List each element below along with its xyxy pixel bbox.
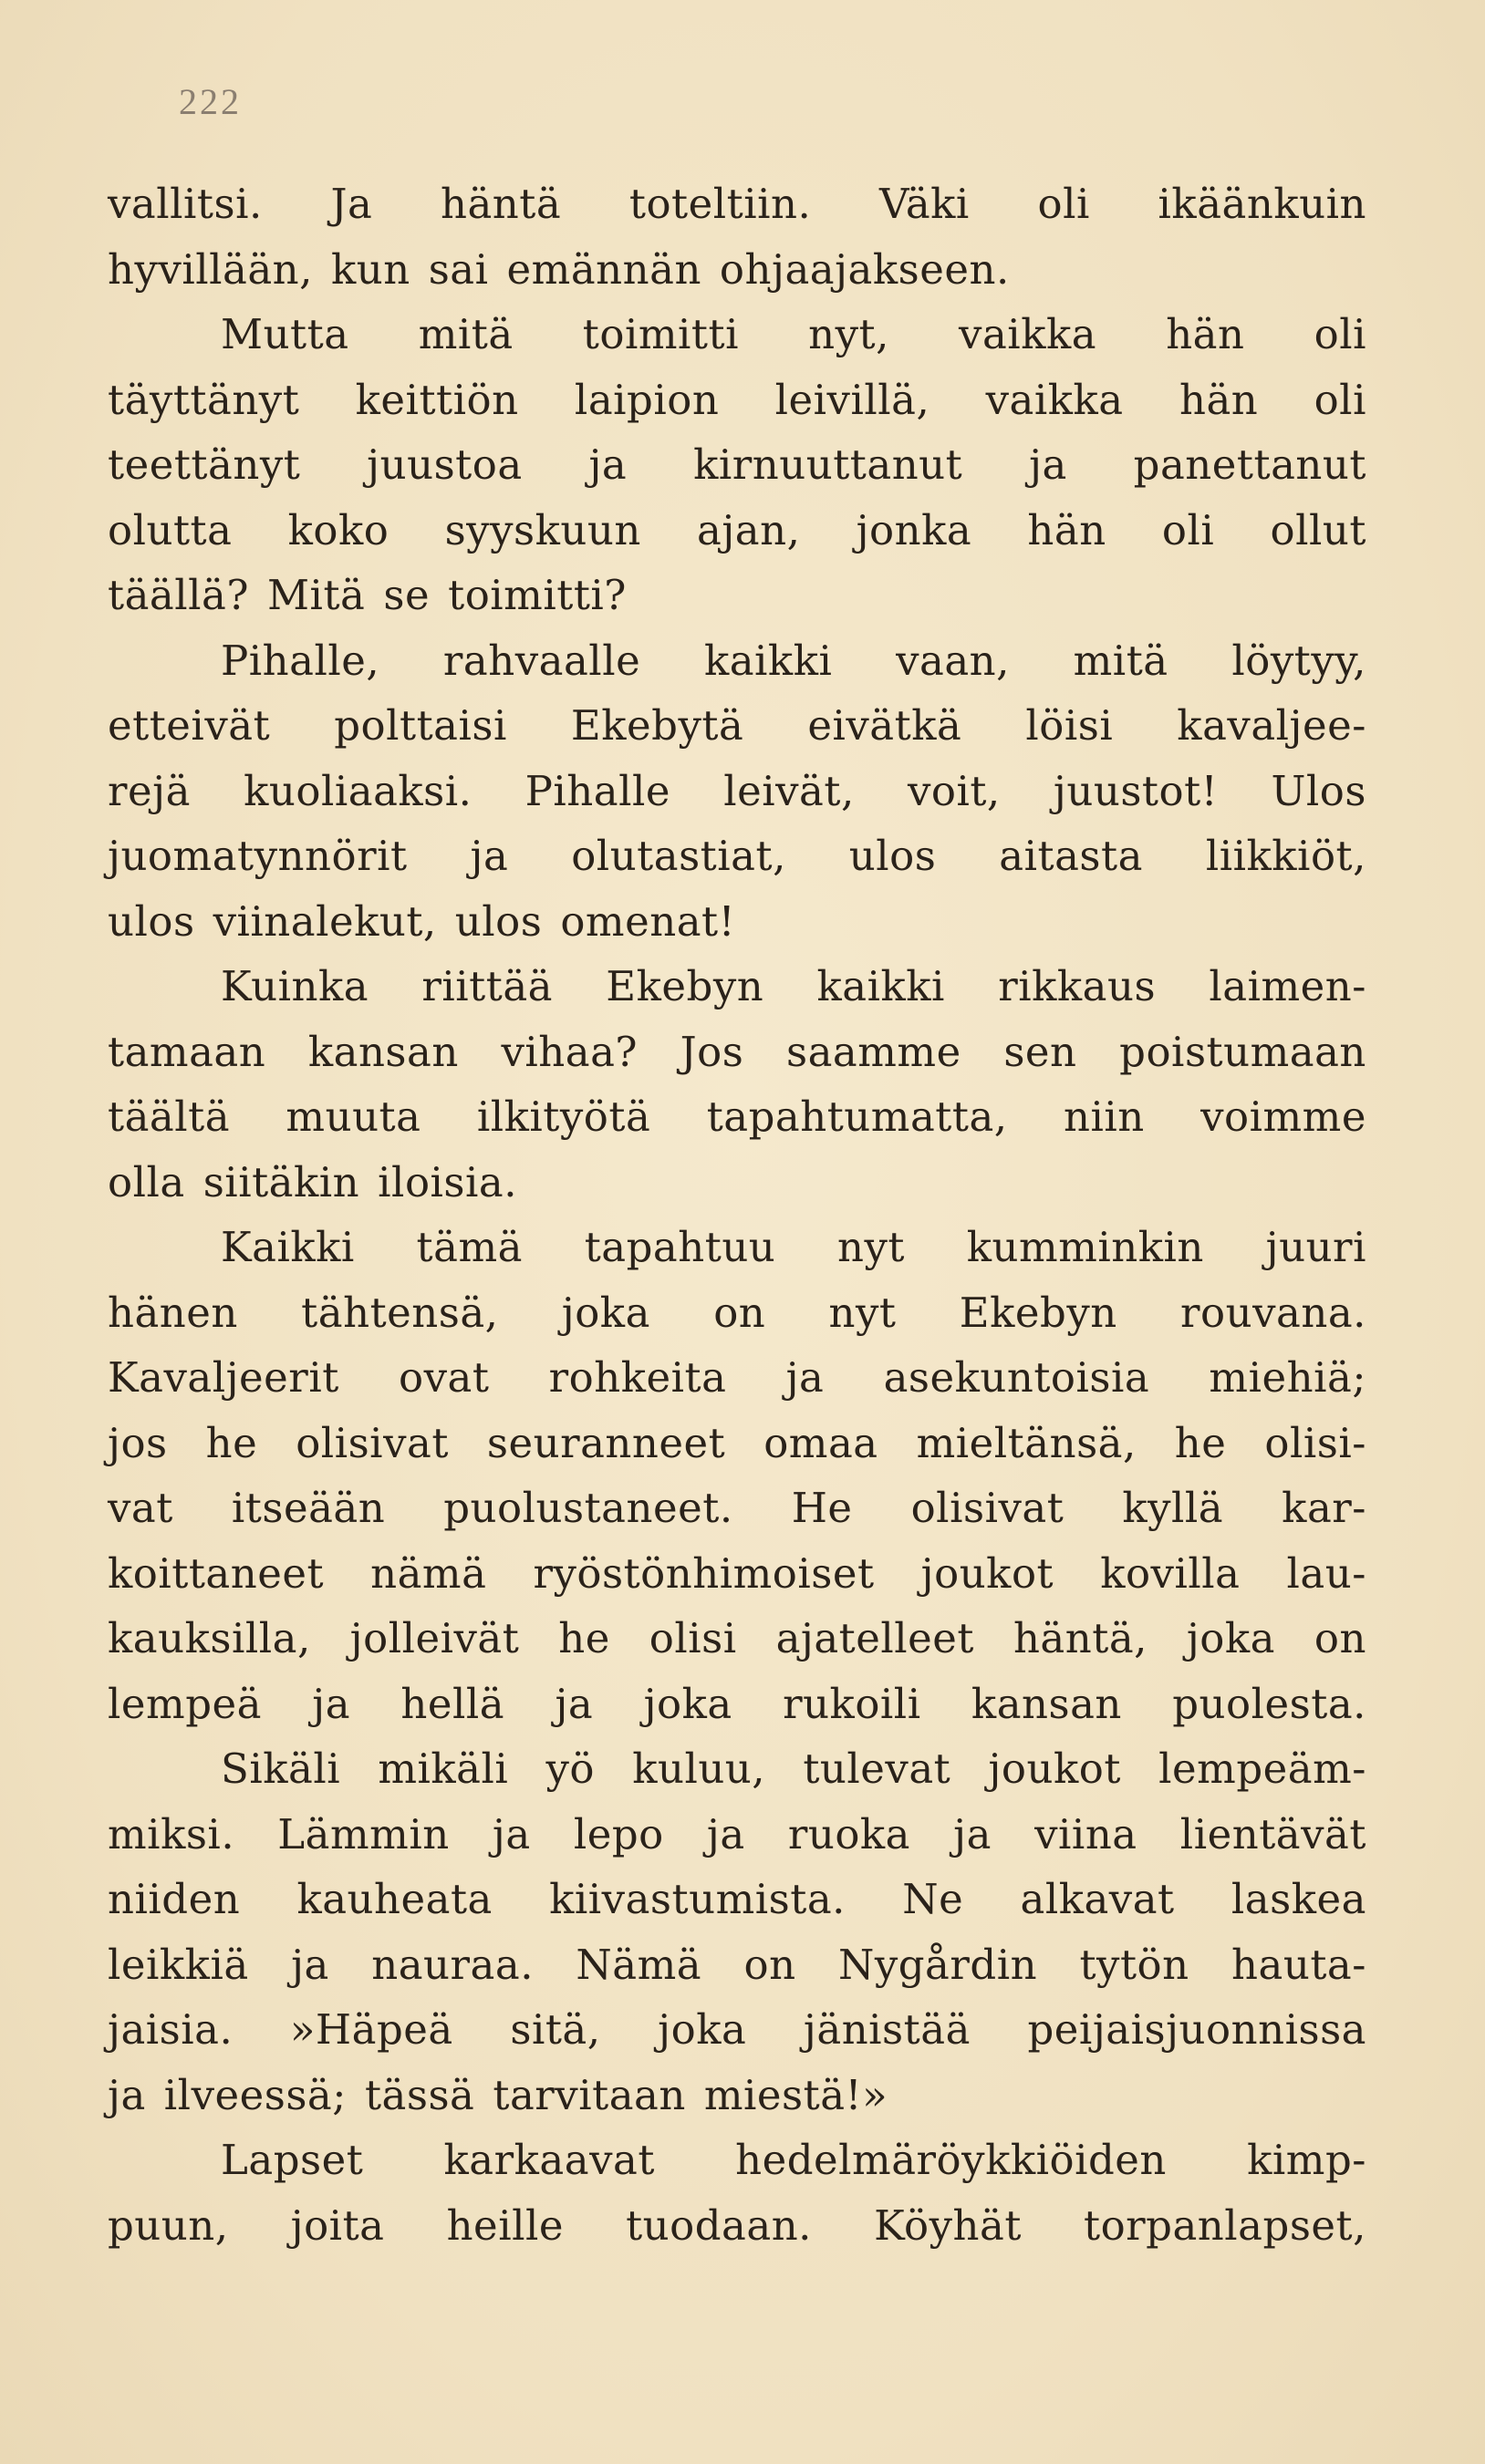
word: Väki xyxy=(878,180,970,228)
word: on xyxy=(1314,1614,1366,1662)
text-line xyxy=(108,237,1366,303)
word: ollut xyxy=(1270,505,1366,554)
word: »Häpeä xyxy=(289,2005,453,2054)
text-line xyxy=(108,1084,1366,1150)
word: toteltiin. xyxy=(628,180,812,228)
word: lepo xyxy=(573,1809,664,1858)
word: puolustaneet. xyxy=(443,1484,733,1532)
word: leivillä, xyxy=(774,375,930,424)
word: joukot xyxy=(920,1548,1054,1598)
word: tulevat xyxy=(803,1744,951,1793)
word: olisi- xyxy=(1264,1418,1366,1467)
word: vaan, xyxy=(896,636,1010,685)
word: tytön xyxy=(1079,1940,1189,1989)
word: asekuntoisia xyxy=(883,1353,1150,1402)
word: viina xyxy=(1034,1809,1137,1858)
word: vat xyxy=(108,1484,173,1532)
word: hän xyxy=(1179,375,1259,424)
word: polttaisi xyxy=(334,701,507,750)
word: kovilla xyxy=(1100,1548,1241,1598)
word: syyskuun xyxy=(444,505,641,554)
word: olutta xyxy=(108,505,233,554)
word: rohkeita xyxy=(548,1353,727,1402)
word: sai xyxy=(428,244,489,294)
word: laimen- xyxy=(1209,962,1366,1010)
word: viinalekut, xyxy=(213,896,437,946)
word: niiden xyxy=(108,1875,241,1923)
word: jänistää xyxy=(803,2005,971,2054)
word: omaa xyxy=(763,1418,878,1467)
word: poistumaan xyxy=(1119,1027,1366,1076)
word: tässä xyxy=(364,2070,475,2119)
word: kansan xyxy=(971,1679,1122,1728)
word: ja xyxy=(555,1679,594,1728)
word: joka xyxy=(561,1288,650,1337)
text-line xyxy=(108,1150,1366,1216)
word: olisivat xyxy=(296,1418,449,1467)
word: laipion xyxy=(574,375,720,424)
word: joka xyxy=(1186,1614,1276,1662)
word: ovat xyxy=(398,1353,490,1402)
word: hän xyxy=(1027,505,1106,554)
word: olisi xyxy=(649,1614,737,1662)
word: tähtensä, xyxy=(301,1288,499,1337)
word: vihaa? xyxy=(501,1027,639,1076)
word: ruoka xyxy=(787,1809,911,1858)
word: he xyxy=(558,1614,610,1662)
text-line xyxy=(108,1997,1366,2063)
word: muuta xyxy=(286,1092,421,1141)
word: ryöstönhimoiset xyxy=(533,1548,875,1598)
word: Lapset xyxy=(221,2136,364,2184)
word: ja xyxy=(108,2070,146,2119)
word: olisivat xyxy=(910,1484,1064,1532)
word: jos xyxy=(108,1418,168,1467)
text-line xyxy=(108,823,1366,889)
text-line xyxy=(108,563,1366,628)
text-line xyxy=(108,628,1366,694)
word: tapahtuu xyxy=(584,1223,776,1271)
word: Kuinka xyxy=(221,962,369,1010)
word: hänen xyxy=(108,1288,238,1337)
word: Pihalle, xyxy=(221,636,380,685)
word: sitä, xyxy=(510,2005,601,2054)
text-line xyxy=(108,1802,1366,1868)
word: lau- xyxy=(1286,1548,1366,1598)
word: tapahtumatta, xyxy=(706,1092,1008,1141)
word: vaikka xyxy=(985,375,1124,424)
word: yö xyxy=(545,1744,595,1793)
word: on xyxy=(713,1288,766,1337)
word: aitasta xyxy=(999,832,1143,880)
word: oli xyxy=(1161,505,1215,554)
word: jonka xyxy=(856,505,972,554)
text-line xyxy=(108,1280,1366,1346)
word: mitä xyxy=(1073,636,1168,685)
word: puolesta. xyxy=(1172,1679,1366,1728)
word: vallitsi. xyxy=(108,180,263,228)
word: iloisia. xyxy=(378,1157,518,1206)
word: ja xyxy=(1029,440,1067,489)
text-line xyxy=(108,302,1366,368)
word: joka xyxy=(658,2005,747,2054)
word: mitä xyxy=(418,310,514,358)
word: rouvana. xyxy=(1180,1288,1366,1337)
word: joukot xyxy=(988,1744,1121,1793)
word: nauraa. xyxy=(371,1940,534,1989)
word: peijaisjuonnissa xyxy=(1027,2005,1366,2054)
word: rahvaalle xyxy=(442,636,641,685)
word: he xyxy=(1174,1418,1227,1467)
word: ja xyxy=(470,832,509,880)
word: tamaan xyxy=(108,1027,266,1076)
text-line xyxy=(108,368,1366,433)
word: rukoili xyxy=(783,1679,921,1728)
text-line xyxy=(108,1606,1366,1672)
text-line xyxy=(108,498,1366,564)
word: ilveessä; xyxy=(163,2070,347,2119)
text-line xyxy=(108,693,1366,759)
word: Kavaljeerit xyxy=(108,1353,339,1402)
word: keittiön xyxy=(355,375,519,424)
word: teettänyt xyxy=(108,440,301,489)
text-line xyxy=(108,1475,1366,1541)
text-line xyxy=(108,1736,1366,1802)
word: etteivät xyxy=(108,701,271,750)
word: liikkiöt, xyxy=(1205,832,1366,880)
word: voit, xyxy=(907,766,1001,815)
word: täyttänyt xyxy=(108,375,300,424)
word: omenat! xyxy=(560,896,736,946)
word: lempeäm- xyxy=(1158,1744,1366,1793)
word: ajan, xyxy=(697,505,801,554)
word: sen xyxy=(1003,1027,1077,1076)
word: hedelmäröykkiöiden xyxy=(735,2136,1167,2184)
word: koko xyxy=(287,505,389,554)
word: löytyy, xyxy=(1231,636,1366,685)
word: täällä? xyxy=(108,571,249,619)
word: kuoliaaksi. xyxy=(244,766,472,815)
word: täältä xyxy=(108,1092,231,1141)
word: laskea xyxy=(1231,1875,1366,1923)
word: he xyxy=(205,1418,258,1467)
word: se xyxy=(383,571,431,619)
word: kumminkin xyxy=(966,1223,1204,1271)
word: kansan xyxy=(307,1027,459,1076)
word: oli xyxy=(1037,180,1090,228)
word: löisi xyxy=(1025,701,1114,750)
word: Ekebyn xyxy=(959,1288,1117,1337)
word: on xyxy=(743,1940,796,1989)
word: miehiä; xyxy=(1209,1353,1366,1402)
word: rikkaus xyxy=(998,962,1157,1010)
word: Sikäli xyxy=(221,1744,341,1793)
word: joita xyxy=(290,2200,385,2250)
word: kirnuuttanut xyxy=(693,440,963,489)
word: olla xyxy=(108,1157,185,1206)
word: tarvitaan xyxy=(493,2070,686,2119)
word: oli xyxy=(1314,310,1366,358)
text-line xyxy=(108,2193,1366,2259)
word: Kaikki xyxy=(221,1223,355,1271)
word: miestä!» xyxy=(703,2070,888,2119)
word: jolleivät xyxy=(349,1614,520,1662)
word: Mitä xyxy=(266,571,366,619)
word: riittää xyxy=(421,962,553,1010)
word: Ja xyxy=(330,180,373,228)
word: panettanut xyxy=(1133,440,1366,489)
word: Ne xyxy=(902,1875,964,1923)
word: lempeä xyxy=(108,1679,262,1728)
word: toimitti? xyxy=(448,571,627,619)
word: kauksilla, xyxy=(108,1614,311,1662)
word: nyt xyxy=(837,1223,906,1271)
text-line xyxy=(108,432,1366,498)
word: olutastiat, xyxy=(571,832,786,880)
word: itseään xyxy=(231,1484,386,1532)
word: Nygårdin xyxy=(837,1940,1038,1989)
word: hellä xyxy=(400,1679,505,1728)
text-line xyxy=(108,171,1366,237)
word: juustot! xyxy=(1053,766,1219,815)
word: jaisia. xyxy=(108,2005,234,2054)
word: heille xyxy=(446,2200,564,2250)
text-line xyxy=(108,2128,1366,2193)
word: hauta- xyxy=(1231,1940,1366,1989)
word: rejä xyxy=(108,766,191,815)
word: nyt, xyxy=(808,310,889,358)
word: joka xyxy=(643,1679,732,1728)
word: häntä, xyxy=(1012,1614,1148,1662)
word: ohjaajakseen. xyxy=(719,244,1010,294)
word: Nämä xyxy=(576,1940,702,1989)
word: ja xyxy=(953,1809,992,1858)
word: ulos xyxy=(108,896,195,946)
word: Lämmin xyxy=(277,1809,450,1858)
body-text xyxy=(108,171,1366,2258)
word: nyt xyxy=(828,1288,897,1337)
word: Mutta xyxy=(221,310,349,358)
text-line xyxy=(108,1672,1366,1737)
word: kar- xyxy=(1282,1484,1366,1532)
word: lientävät xyxy=(1179,1809,1366,1858)
text-line xyxy=(108,1932,1366,1998)
word: karkaavat xyxy=(443,2136,655,2184)
word: seuranneet xyxy=(486,1418,726,1467)
word: juuri xyxy=(1265,1223,1366,1271)
word: Ekebytä xyxy=(570,701,744,750)
word: Pihalle xyxy=(524,766,671,815)
text-line xyxy=(108,1215,1366,1280)
word: siitäkin xyxy=(202,1157,360,1206)
text-line xyxy=(108,759,1366,824)
word: ulos xyxy=(454,896,543,946)
word: emännän xyxy=(506,244,701,294)
text-line xyxy=(108,1020,1366,1085)
word: kaikki xyxy=(816,962,945,1010)
text-line xyxy=(108,1541,1366,1607)
word: toimitti xyxy=(582,310,739,358)
word: Jos xyxy=(680,1027,744,1076)
text-line xyxy=(108,1867,1366,1932)
word: tämä xyxy=(416,1223,523,1271)
text-line xyxy=(108,889,1366,955)
word: juomatynnörit xyxy=(108,832,408,880)
word: ilkityötä xyxy=(476,1092,651,1141)
word: saamme xyxy=(785,1027,961,1076)
word: ulos xyxy=(848,832,937,880)
word: ja xyxy=(706,1809,745,1858)
text-line xyxy=(108,2063,1366,2128)
word: mieltänsä, xyxy=(916,1418,1137,1467)
word: ajatelleet xyxy=(775,1614,975,1662)
word: kun xyxy=(330,244,410,294)
word: niin xyxy=(1063,1092,1145,1141)
word: tuodaan. xyxy=(626,2200,812,2250)
word: torpanlapset, xyxy=(1083,2200,1366,2250)
word: Ekebyn xyxy=(606,962,764,1010)
word: hyvillään, xyxy=(108,244,313,294)
word: ikäänkuin xyxy=(1158,180,1366,228)
word: nämä xyxy=(370,1548,487,1598)
word: Ulos xyxy=(1271,766,1366,815)
word: kuluu, xyxy=(632,1744,766,1793)
word: puun, xyxy=(108,2200,229,2250)
word: ja xyxy=(492,1809,531,1858)
word: mikäli xyxy=(378,1744,509,1793)
word: eivätkä xyxy=(807,701,962,750)
word: He xyxy=(791,1484,853,1532)
text-line xyxy=(108,1345,1366,1411)
text-line xyxy=(108,954,1366,1020)
word: ja xyxy=(785,1353,825,1402)
word: kiivastumista. xyxy=(549,1875,846,1923)
word: ja xyxy=(588,440,628,489)
word: häntä xyxy=(441,180,562,228)
word: Köyhät xyxy=(874,2200,1022,2250)
word: hän xyxy=(1166,310,1245,358)
word: kauheata xyxy=(296,1875,493,1923)
word: kavaljee- xyxy=(1177,701,1366,750)
word: oli xyxy=(1314,375,1366,424)
word: ja xyxy=(291,1940,329,1989)
word: kyllä xyxy=(1122,1484,1224,1532)
word: ja xyxy=(312,1679,351,1728)
word: miksi. xyxy=(108,1809,235,1858)
page-number: 222 xyxy=(179,81,242,122)
word: kimp- xyxy=(1247,2136,1366,2184)
word: juustoa xyxy=(367,440,523,489)
word: vaikka xyxy=(959,310,1097,358)
word: voimme xyxy=(1200,1092,1366,1141)
word: leikkiä xyxy=(108,1940,249,1989)
word: leivät, xyxy=(723,766,855,815)
word: koittaneet xyxy=(108,1548,325,1598)
text-line xyxy=(108,1411,1366,1476)
word: alkavat xyxy=(1020,1875,1175,1923)
word: kaikki xyxy=(703,636,833,685)
